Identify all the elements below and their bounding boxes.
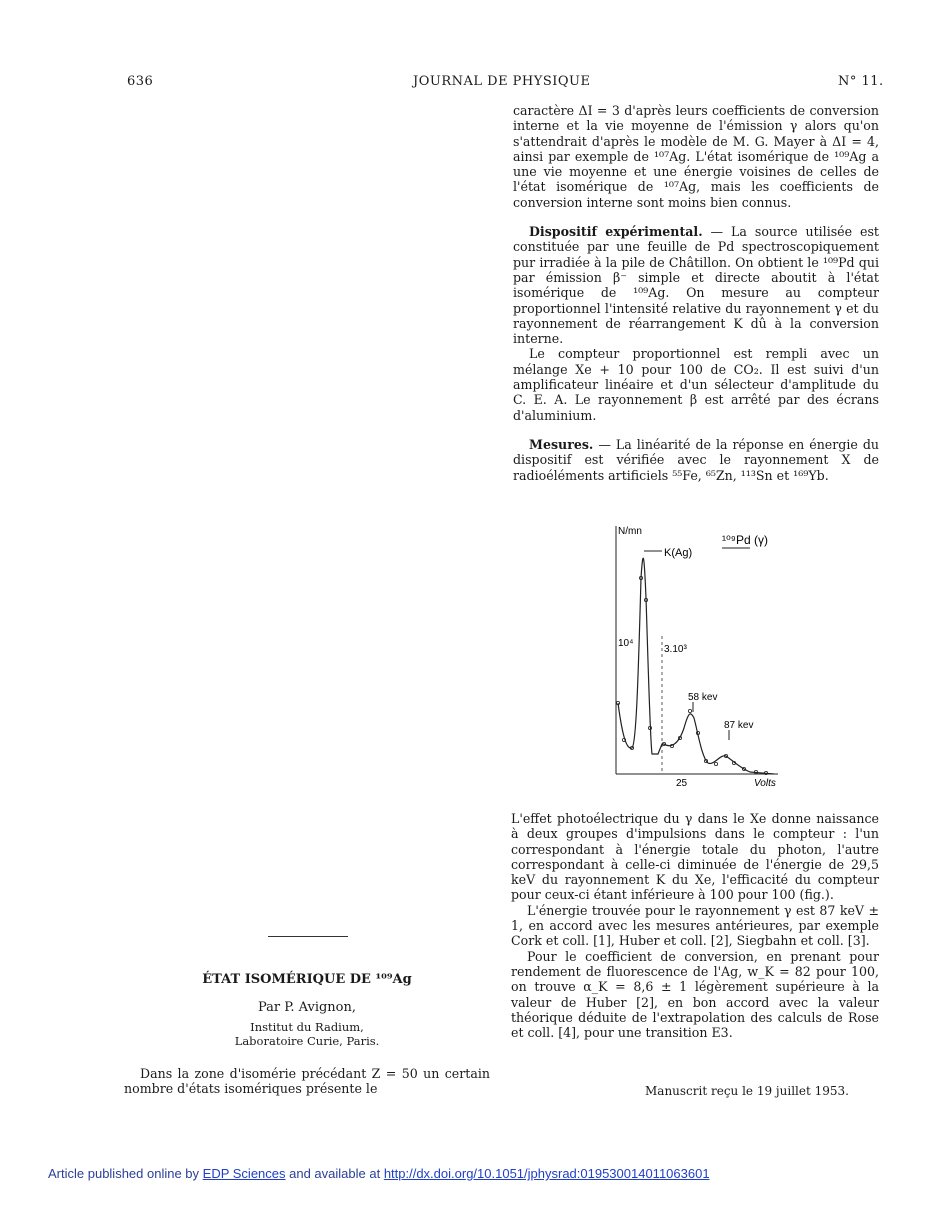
dispositif-text: — La source utilisée est constituée par une feuille de Pd spectroscopiquement pur irradiée à la pile de Châtillon. On obtient le ¹⁰⁹Pd qui par émission β⁻ simple et directe aboutit à l'état isomérique de ¹⁰⁹Ag. On mesure au compteur proportionnel l'intensité relative du rayonnement γ et du rayonnement de réarrangement K dû à la conversion interne. (513, 224, 879, 347)
article-title: ÉTAT ISOMÉRIQUE DE ¹⁰⁹Ag (202, 972, 412, 987)
issue-number: N° 11. (838, 74, 884, 89)
spectrum-curve (618, 558, 774, 774)
right-column-top (513, 103, 879, 483)
paragraph-dispositif (513, 224, 879, 346)
peak-label-2: 87 kev (724, 720, 754, 731)
scale-label-1: 10⁴ (618, 638, 634, 649)
k-label: K(Ag) (664, 547, 693, 559)
title-rule (268, 936, 348, 937)
curve-points (616, 576, 767, 774)
doi-link[interactable]: http://dx.doi.org/10.1051/jphysrad:019530014011063601 (383, 1166, 710, 1181)
paragraph-continuation: caractère ΔI = 3 d'après leurs coefficients de conversion interne et la vie moyenne de l'émission γ alors qu'on s'attendrait d'après le modèle de M. G. Mayer à ΔI = 4, ainsi par exemple de ¹⁰⁷Ag. L'état isomérique de ¹⁰⁹Ag a une vie moyenne et une énergie voisines de celles de l'état isomérique de ¹⁰⁷Ag, mais les coefficients de conversion interne sont moins bien connus. (513, 103, 879, 210)
section-heading-mesures: Mesures. (529, 436, 594, 452)
scale-label-2: 3.10³ (664, 644, 687, 655)
footer-middle: and available at (285, 1166, 384, 1181)
paragraph-conversion: Pour le coefficient de conversion, en prenant pour rendement de fluorescence de l'Ag, w_K = 82 pour 100, on trouve α_K = 8,6 ± 1 légèrement supérieure à la valeur de Huber [2], en bon accord avec la valeur théorique déduite de l'extrapolation des calculs de Rose et coll. [4], pour une transition E3. (511, 948, 879, 1041)
author-line: Par P. Avignon, (257, 1000, 357, 1015)
page-number: 636 (127, 74, 154, 89)
right-column-bottom (511, 811, 879, 1040)
paragraph-energy: L'énergie trouvée pour le rayonnement γ est 87 keV ± 1, en accord avec les mesures antérieures, par exemple Cork et coll. [1], Huber et coll. [2], Siegbahn et coll. [3]. (511, 902, 879, 949)
footer (48, 1166, 710, 1181)
x-axis-label: Volts (754, 778, 776, 789)
x-tick-label: 25 (676, 778, 688, 789)
paragraph-compteur: Le compteur proportionnel est rempli avec un mélange Xe + 10 pour 100 de CO₂. Il est suivi d'un amplificateur linéaire et d'un sélecteur d'amplitude du C. E. A. Le rayonnement β est arrêté par des écrans d'aluminium. (513, 346, 879, 423)
paragraph-intro: Dans la zone d'isomérie précédant Z = 50 un certain nombre d'états isomériques présente le (124, 1066, 490, 1097)
figure-y-label: N/mn (618, 526, 642, 537)
left-column-intro (124, 1066, 490, 1097)
footer-prefix: Article published online by (48, 1166, 203, 1181)
paragraph-mesures (513, 437, 879, 483)
manuscript-date: Manuscrit reçu le 19 juillet 1953. (645, 1084, 849, 1098)
affiliation-line-2: Laboratoire Curie, Paris. (234, 1034, 380, 1048)
affiliation-line-1: Institut du Radium, (250, 1020, 364, 1034)
section-heading-dispositif: Dispositif expérimental. (529, 224, 703, 240)
spectrum-figure (600, 518, 790, 793)
peak-label-1: 58 kev (688, 692, 718, 703)
paragraph-photoelectric: L'effet photoélectrique du γ dans le Xe donne naissance à deux groupes d'impulsions dans le compteur : l'un correspondant à l'énergie totale du photon, l'autre correspondant à celle-ci diminuée de l'énergie de 29,5 keV du rayonnement K du Xe, l'efficacité du compteur pour ceux-ci étant inférieure à 100 pour 100 (fig.). (511, 811, 879, 903)
journal-title: JOURNAL DE PHYSIQUE (413, 74, 591, 89)
figure-source-label: ¹⁰⁹Pd (γ) (722, 533, 768, 547)
mesures-text: — La linéarité de la réponse en énergie du dispositif est vérifiée avec le rayonnement X de radioéléments artificiels ⁵⁵Fe, ⁶⁵Zn, ¹¹³Sn et ¹⁶⁹Yb. (513, 436, 879, 483)
publisher-link[interactable]: EDP Sciences (202, 1166, 286, 1181)
